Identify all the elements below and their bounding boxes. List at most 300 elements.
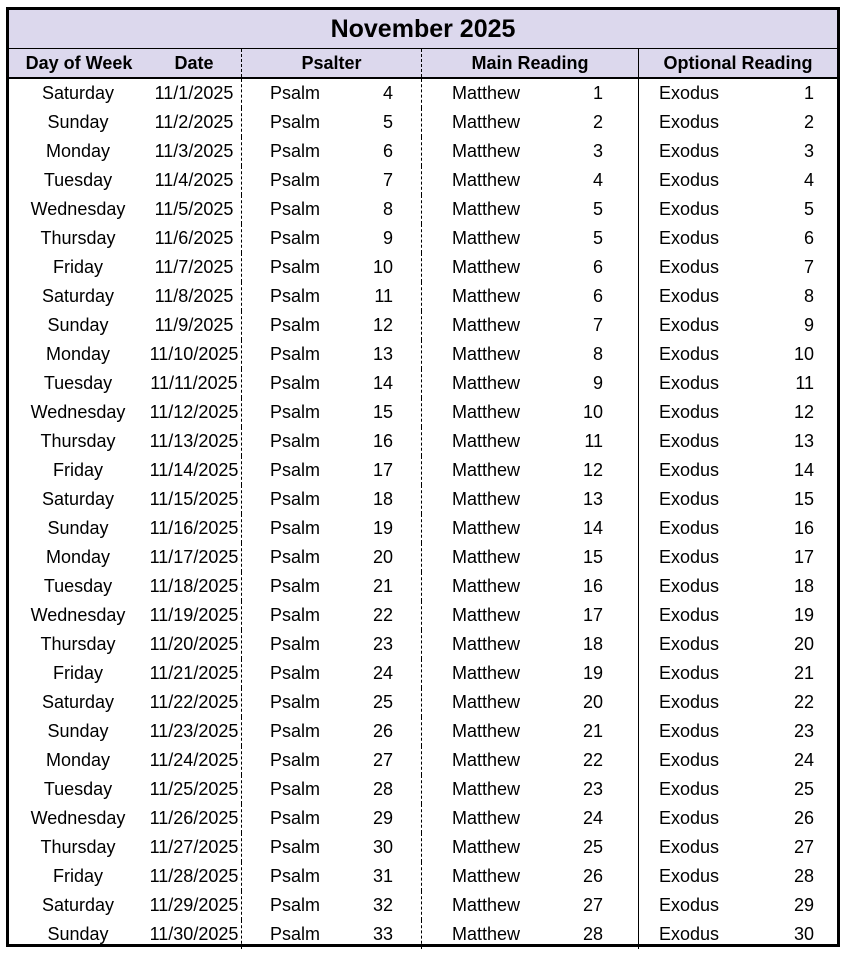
date-cell: 11/25/2025 [147,775,242,804]
psalter-number: 23 [372,634,393,654]
main-reading-cell [422,253,639,282]
table-row [9,920,837,949]
psalter-number: 18 [372,489,393,509]
main-reading-book: Matthew [452,750,521,770]
psalter-book: Psalm [270,286,321,306]
table-row [9,108,837,137]
table-row [9,572,837,601]
psalter-cell [242,572,422,601]
psalter-number: 4 [382,83,393,103]
day-cell: Friday [52,257,103,277]
optional-reading-chapter: 20 [793,634,814,654]
date-cell: 11/15/2025 [147,485,242,514]
psalter-book: Psalm [270,489,321,509]
main-reading-chapter: 27 [582,895,603,915]
table-row [9,311,837,340]
main-reading-chapter: 14 [582,518,603,538]
table-row [9,543,837,572]
psalter-cell [242,166,422,195]
day-cell: Wednesday [30,808,126,828]
psalter-book: Psalm [270,895,321,915]
optional-reading-chapter: 4 [803,170,814,190]
date-cell: 11/23/2025 [147,717,242,746]
main-reading-cell [422,195,639,224]
date-cell: 11/2/2025 [147,108,242,137]
day-cell: Friday [52,866,103,886]
optional-reading-book: Exodus [659,170,720,190]
psalter-cell [242,514,422,543]
optional-reading-book: Exodus [659,344,720,364]
optional-reading-book: Exodus [659,924,720,944]
optional-reading-chapter: 19 [793,605,814,625]
optional-reading-cell [639,456,837,485]
date-cell: 11/6/2025 [147,224,242,253]
optional-reading-cell [639,601,837,630]
optional-reading-chapter: 21 [793,663,814,683]
psalter-cell [242,224,422,253]
optional-reading-book: Exodus [659,402,720,422]
psalter-book: Psalm [270,170,321,190]
psalter-book: Psalm [270,808,321,828]
main-reading-cell [422,282,639,311]
table-row [9,137,837,166]
optional-reading-book: Exodus [659,141,720,161]
optional-reading-book: Exodus [659,663,720,683]
date-cell: 11/29/2025 [147,891,242,920]
optional-reading-cell [639,804,837,833]
table-row [9,253,837,282]
table-row [9,195,837,224]
main-reading-cell [422,166,639,195]
optional-reading-chapter: 14 [793,460,814,480]
table-row [9,746,837,775]
main-reading-book: Matthew [452,112,521,132]
psalter-cell [242,862,422,891]
date-cell: 11/16/2025 [147,514,242,543]
optional-reading-chapter: 6 [803,228,814,248]
optional-reading-chapter: 5 [803,199,814,219]
date-cell: 11/17/2025 [147,543,242,572]
optional-reading-chapter: 11 [795,373,814,393]
date-cell: 11/5/2025 [147,195,242,224]
psalter-number: 28 [372,779,393,799]
main-reading-cell [422,862,639,891]
psalter-number: 14 [372,373,393,393]
psalter-cell [242,920,422,949]
day-cell: Friday [52,460,103,480]
optional-reading-cell [639,166,837,195]
psalter-cell [242,195,422,224]
optional-reading-book: Exodus [659,692,720,712]
main-reading-chapter: 8 [592,344,603,364]
psalter-book: Psalm [270,257,321,277]
optional-reading-cell [639,543,837,572]
main-reading-chapter: 17 [582,605,603,625]
day-cell: Tuesday [43,779,113,799]
main-reading-cell [422,717,639,746]
main-reading-book: Matthew [452,489,521,509]
table-row [9,340,837,369]
optional-reading-cell [639,253,837,282]
main-reading-chapter: 2 [592,112,603,132]
table-row [9,601,837,630]
psalter-book: Psalm [270,228,321,248]
optional-reading-book: Exodus [659,518,720,538]
main-reading-cell [422,891,639,920]
psalter-number: 19 [372,518,393,538]
optional-reading-chapter: 23 [793,721,814,741]
optional-reading-chapter: 17 [793,547,814,567]
main-reading-book: Matthew [452,431,521,451]
table-row [9,717,837,746]
psalter-number: 7 [382,170,393,190]
psalter-book: Psalm [270,431,321,451]
date-cell: 11/4/2025 [147,166,242,195]
table-title: November 2025 [9,10,837,49]
day-cell: Wednesday [30,605,126,625]
day-cell: Thursday [40,634,116,654]
main-reading-chapter: 10 [582,402,603,422]
optional-reading-cell [639,485,837,514]
main-reading-book: Matthew [452,373,521,393]
optional-reading-book: Exodus [659,489,720,509]
psalter-number: 31 [372,866,393,886]
optional-reading-chapter: 10 [793,344,814,364]
psalter-cell [242,833,422,862]
main-reading-book: Matthew [452,402,521,422]
main-reading-cell [422,543,639,572]
psalter-number: 20 [372,547,393,567]
optional-reading-chapter: 18 [793,576,814,596]
psalter-cell [242,79,422,108]
main-reading-book: Matthew [452,547,521,567]
main-reading-book: Matthew [452,460,521,480]
psalter-cell [242,630,422,659]
table-row [9,456,837,485]
psalter-number: 29 [372,808,393,828]
main-reading-book: Matthew [452,808,521,828]
psalter-cell [242,775,422,804]
main-reading-cell [422,311,639,340]
main-reading-chapter: 22 [582,750,603,770]
psalter-number: 15 [372,402,393,422]
optional-reading-book: Exodus [659,199,720,219]
main-reading-chapter: 28 [582,924,603,944]
table-row [9,659,837,688]
main-reading-book: Matthew [452,634,521,654]
psalter-cell [242,485,422,514]
optional-reading-book: Exodus [659,750,720,770]
psalter-number: 16 [372,431,393,451]
table-row [9,79,837,108]
main-reading-cell [422,804,639,833]
optional-reading-cell [639,688,837,717]
optional-reading-book: Exodus [659,721,720,741]
optional-reading-chapter: 25 [793,779,814,799]
optional-reading-chapter: 7 [803,257,814,277]
header-main-reading: Main Reading [422,49,639,77]
main-reading-cell [422,601,639,630]
main-reading-book: Matthew [452,228,521,248]
psalter-number: 5 [382,112,393,132]
psalter-number: 24 [372,663,393,683]
optional-reading-cell [639,224,837,253]
header-date: Date [147,49,242,77]
table-body [9,79,837,949]
psalter-cell [242,659,422,688]
day-cell: Saturday [41,83,115,103]
main-reading-book: Matthew [452,199,521,219]
day-cell: Sunday [47,924,109,944]
header-day-of-week: Day of Week [25,52,133,73]
main-reading-chapter: 15 [582,547,603,567]
table-row [9,775,837,804]
optional-reading-cell [639,311,837,340]
optional-reading-book: Exodus [659,634,720,654]
main-reading-book: Matthew [452,605,521,625]
optional-reading-book: Exodus [659,373,720,393]
psalter-cell [242,543,422,572]
main-reading-book: Matthew [452,286,521,306]
psalter-cell [242,369,422,398]
psalter-number: 12 [372,315,393,335]
psalter-number: 26 [372,721,393,741]
table-row [9,833,837,862]
date-cell: 11/10/2025 [147,340,242,369]
date-cell: 11/24/2025 [147,746,242,775]
optional-reading-cell [639,833,837,862]
psalter-cell [242,427,422,456]
day-cell: Monday [45,141,111,161]
day-cell: Saturday [41,895,115,915]
main-reading-cell [422,456,639,485]
psalter-book: Psalm [270,460,321,480]
main-reading-chapter: 26 [582,866,603,886]
optional-reading-cell [639,369,837,398]
main-reading-chapter: 20 [582,692,603,712]
psalter-book: Psalm [270,866,321,886]
optional-reading-cell [639,398,837,427]
main-reading-book: Matthew [452,837,521,857]
psalter-book: Psalm [270,692,321,712]
psalter-number: 32 [372,895,393,915]
main-reading-cell [422,485,639,514]
optional-reading-chapter: 28 [793,866,814,886]
optional-reading-book: Exodus [659,779,720,799]
optional-reading-cell [639,746,837,775]
main-reading-chapter: 25 [582,837,603,857]
psalter-book: Psalm [270,199,321,219]
main-reading-chapter: 5 [592,199,603,219]
optional-reading-book: Exodus [659,605,720,625]
optional-reading-book: Exodus [659,83,720,103]
psalter-number: 21 [372,576,393,596]
main-reading-chapter: 24 [582,808,603,828]
psalter-book: Psalm [270,547,321,567]
optional-reading-chapter: 12 [793,402,814,422]
main-reading-book: Matthew [452,779,521,799]
date-cell: 11/21/2025 [147,659,242,688]
optional-reading-cell [639,340,837,369]
psalter-book: Psalm [270,605,321,625]
psalter-book: Psalm [270,663,321,683]
day-cell: Thursday [40,431,116,451]
main-reading-book: Matthew [452,663,521,683]
table-row [9,282,837,311]
table-row [9,630,837,659]
psalter-book: Psalm [270,576,321,596]
psalter-book: Psalm [270,373,321,393]
main-reading-book: Matthew [452,141,521,161]
day-cell: Friday [52,663,103,683]
main-reading-book: Matthew [452,924,521,944]
main-reading-cell [422,572,639,601]
psalter-book: Psalm [270,402,321,422]
main-reading-chapter: 12 [582,460,603,480]
optional-reading-chapter: 24 [793,750,814,770]
psalter-cell [242,282,422,311]
optional-reading-chapter: 30 [793,924,814,944]
psalter-number: 6 [382,141,393,161]
optional-reading-cell [639,137,837,166]
day-cell: Tuesday [43,576,113,596]
optional-reading-cell [639,195,837,224]
main-reading-cell [422,833,639,862]
day-cell: Thursday [40,837,116,857]
day-cell: Thursday [40,228,116,248]
date-cell: 11/26/2025 [147,804,242,833]
optional-reading-book: Exodus [659,547,720,567]
psalter-cell [242,804,422,833]
optional-reading-chapter: 16 [793,518,814,538]
psalter-number: 13 [372,344,393,364]
optional-reading-cell [639,717,837,746]
main-reading-chapter: 6 [592,257,603,277]
main-reading-cell [422,630,639,659]
optional-reading-book: Exodus [659,228,720,248]
optional-reading-book: Exodus [659,315,720,335]
psalter-number: 25 [372,692,393,712]
main-reading-book: Matthew [452,692,521,712]
psalter-book: Psalm [270,141,321,161]
date-cell: 11/20/2025 [147,630,242,659]
main-reading-cell [422,79,639,108]
day-cell: Sunday [47,315,109,335]
main-reading-chapter: 19 [582,663,603,683]
psalter-number: 22 [372,605,393,625]
date-cell: 11/19/2025 [147,601,242,630]
day-cell: Tuesday [43,373,113,393]
main-reading-chapter: 23 [582,779,603,799]
psalter-number: 8 [382,199,393,219]
psalter-cell [242,311,422,340]
psalter-book: Psalm [270,721,321,741]
main-reading-book: Matthew [452,721,521,741]
psalter-book: Psalm [270,634,321,654]
main-reading-chapter: 3 [592,141,603,161]
table-row [9,398,837,427]
psalter-cell [242,137,422,166]
table-row [9,224,837,253]
psalter-cell [242,340,422,369]
psalter-number: 30 [372,837,393,857]
optional-reading-chapter: 8 [803,286,814,306]
main-reading-chapter: 6 [592,286,603,306]
psalter-cell [242,108,422,137]
main-reading-cell [422,427,639,456]
table-row [9,688,837,717]
main-reading-cell [422,137,639,166]
optional-reading-cell [639,920,837,949]
table-row [9,485,837,514]
psalter-book: Psalm [270,518,321,538]
day-cell: Monday [45,344,111,364]
table-row [9,369,837,398]
date-cell: 11/1/2025 [147,79,242,108]
psalter-book: Psalm [270,315,321,335]
optional-reading-book: Exodus [659,286,720,306]
main-reading-cell [422,746,639,775]
main-reading-chapter: 18 [582,634,603,654]
main-reading-book: Matthew [452,83,521,103]
optional-reading-cell [639,427,837,456]
table-row [9,514,837,543]
reading-plan-table [6,7,840,947]
optional-reading-cell [639,108,837,137]
day-cell: Tuesday [43,170,113,190]
main-reading-book: Matthew [452,576,521,596]
day-cell: Wednesday [30,402,126,422]
date-cell: 11/30/2025 [147,920,242,949]
optional-reading-book: Exodus [659,576,720,596]
date-cell: 11/12/2025 [147,398,242,427]
main-reading-chapter: 7 [592,315,603,335]
table-row [9,891,837,920]
psalter-cell [242,891,422,920]
optional-reading-cell [639,891,837,920]
date-cell: 11/13/2025 [147,427,242,456]
psalter-cell [242,717,422,746]
main-reading-book: Matthew [452,518,521,538]
main-reading-cell [422,224,639,253]
psalter-number: 11 [374,286,393,306]
optional-reading-book: Exodus [659,431,720,451]
psalter-book: Psalm [270,779,321,799]
optional-reading-book: Exodus [659,257,720,277]
main-reading-book: Matthew [452,257,521,277]
optional-reading-cell [639,79,837,108]
date-cell: 11/18/2025 [147,572,242,601]
optional-reading-cell [639,572,837,601]
main-reading-book: Matthew [452,895,521,915]
optional-reading-book: Exodus [659,460,720,480]
main-reading-cell [422,775,639,804]
main-reading-book: Matthew [452,315,521,335]
optional-reading-cell [639,659,837,688]
optional-reading-cell [639,862,837,891]
optional-reading-book: Exodus [659,837,720,857]
optional-reading-cell [639,514,837,543]
main-reading-chapter: 11 [584,431,603,451]
psalter-book: Psalm [270,112,321,132]
main-reading-book: Matthew [452,866,521,886]
header-psalter: Psalter [242,49,422,77]
day-cell: Monday [45,547,111,567]
main-reading-cell [422,514,639,543]
day-cell: Wednesday [30,199,126,219]
main-reading-chapter: 16 [582,576,603,596]
optional-reading-chapter: 1 [803,83,814,103]
